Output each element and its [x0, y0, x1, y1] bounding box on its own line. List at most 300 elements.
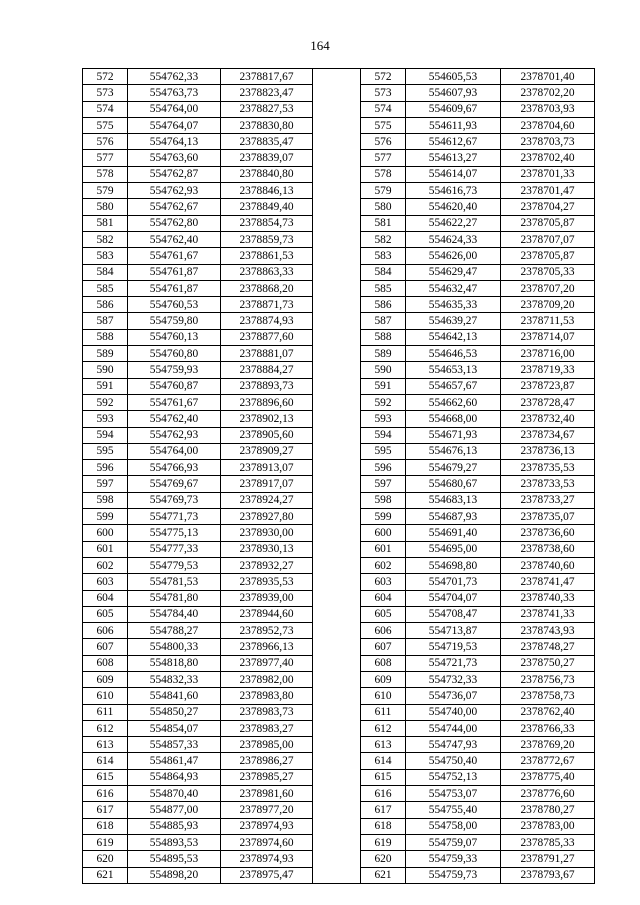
right-y-coordinate: 2378772,67	[501, 753, 595, 769]
table-row	[83, 655, 595, 671]
column-gap	[313, 427, 361, 443]
right-x-coordinate: 554632,47	[406, 280, 501, 296]
left-point-number: 592	[83, 394, 128, 410]
column-gap	[313, 411, 361, 427]
right-x-coordinate: 554708,47	[406, 606, 501, 622]
table-row	[83, 411, 595, 427]
column-gap	[313, 525, 361, 541]
left-x-coordinate: 554781,80	[128, 590, 221, 606]
right-point-number: 621	[361, 867, 406, 883]
column-gap	[313, 671, 361, 687]
left-point-number: 576	[83, 134, 128, 150]
left-y-coordinate: 2378817,67	[221, 69, 313, 85]
right-x-coordinate: 554747,93	[406, 737, 501, 753]
right-x-coordinate: 554679,27	[406, 460, 501, 476]
right-point-number: 605	[361, 606, 406, 622]
left-y-coordinate: 2378871,73	[221, 297, 313, 313]
left-point-number: 602	[83, 557, 128, 573]
table-row	[83, 688, 595, 704]
right-y-coordinate: 2378707,07	[501, 231, 595, 247]
left-point-number: 597	[83, 476, 128, 492]
left-x-coordinate: 554857,33	[128, 737, 221, 753]
table-row	[83, 834, 595, 850]
left-point-number: 607	[83, 639, 128, 655]
right-y-coordinate: 2378741,33	[501, 606, 595, 622]
right-x-coordinate: 554657,67	[406, 378, 501, 394]
left-point-number: 588	[83, 329, 128, 345]
left-y-coordinate: 2378939,00	[221, 590, 313, 606]
right-point-number: 585	[361, 280, 406, 296]
table-row	[83, 362, 595, 378]
column-gap	[313, 166, 361, 182]
right-point-number: 594	[361, 427, 406, 443]
table-row	[83, 720, 595, 736]
left-x-coordinate: 554761,67	[128, 394, 221, 410]
left-point-number: 581	[83, 215, 128, 231]
right-point-number: 614	[361, 753, 406, 769]
right-x-coordinate: 554668,00	[406, 411, 501, 427]
right-y-coordinate: 2378723,87	[501, 378, 595, 394]
left-x-coordinate: 554762,40	[128, 231, 221, 247]
right-y-coordinate: 2378740,33	[501, 590, 595, 606]
right-x-coordinate: 554624,33	[406, 231, 501, 247]
left-point-number: 618	[83, 818, 128, 834]
left-x-coordinate: 554762,67	[128, 199, 221, 215]
left-x-coordinate: 554760,13	[128, 329, 221, 345]
table-row	[83, 557, 595, 573]
right-y-coordinate: 2378705,87	[501, 248, 595, 264]
right-y-coordinate: 2378740,60	[501, 557, 595, 573]
table-row	[83, 248, 595, 264]
right-x-coordinate: 554744,00	[406, 720, 501, 736]
table-row	[83, 802, 595, 818]
table-row	[83, 525, 595, 541]
right-y-coordinate: 2378766,33	[501, 720, 595, 736]
table-row	[83, 818, 595, 834]
left-y-coordinate: 2378854,73	[221, 215, 313, 231]
column-gap	[313, 590, 361, 606]
right-x-coordinate: 554622,27	[406, 215, 501, 231]
right-point-number: 616	[361, 786, 406, 802]
column-gap	[313, 248, 361, 264]
right-x-coordinate: 554752,13	[406, 769, 501, 785]
column-gap	[313, 297, 361, 313]
left-x-coordinate: 554763,60	[128, 150, 221, 166]
right-x-coordinate: 554755,40	[406, 802, 501, 818]
column-gap	[313, 704, 361, 720]
left-point-number: 603	[83, 574, 128, 590]
column-gap	[313, 85, 361, 101]
right-x-coordinate: 554635,33	[406, 297, 501, 313]
right-point-number: 598	[361, 492, 406, 508]
right-x-coordinate: 554759,33	[406, 851, 501, 867]
left-point-number: 614	[83, 753, 128, 769]
right-point-number: 578	[361, 166, 406, 182]
right-point-number: 615	[361, 769, 406, 785]
table-row	[83, 101, 595, 117]
column-gap	[313, 639, 361, 655]
left-y-coordinate: 2378884,27	[221, 362, 313, 378]
column-gap	[313, 851, 361, 867]
right-point-number: 603	[361, 574, 406, 590]
left-point-number: 573	[83, 85, 128, 101]
left-x-coordinate: 554762,40	[128, 411, 221, 427]
table-row	[83, 443, 595, 459]
left-y-coordinate: 2378932,27	[221, 557, 313, 573]
right-y-coordinate: 2378703,93	[501, 101, 595, 117]
left-y-coordinate: 2378952,73	[221, 623, 313, 639]
left-y-coordinate: 2378944,60	[221, 606, 313, 622]
left-point-number: 593	[83, 411, 128, 427]
left-point-number: 606	[83, 623, 128, 639]
left-point-number: 616	[83, 786, 128, 802]
left-x-coordinate: 554769,67	[128, 476, 221, 492]
right-y-coordinate: 2378709,20	[501, 297, 595, 313]
right-x-coordinate: 554616,73	[406, 183, 501, 199]
left-point-number: 589	[83, 346, 128, 362]
left-point-number: 580	[83, 199, 128, 215]
column-gap	[313, 150, 361, 166]
column-gap	[313, 117, 361, 133]
right-x-coordinate: 554646,53	[406, 346, 501, 362]
right-x-coordinate: 554753,07	[406, 786, 501, 802]
table-row	[83, 346, 595, 362]
left-x-coordinate: 554766,93	[128, 460, 221, 476]
table-row	[83, 69, 595, 85]
right-point-number: 619	[361, 834, 406, 850]
table-row	[83, 297, 595, 313]
column-gap	[313, 183, 361, 199]
table-row	[83, 264, 595, 280]
right-x-coordinate: 554676,13	[406, 443, 501, 459]
column-gap	[313, 769, 361, 785]
right-point-number: 602	[361, 557, 406, 573]
table-row	[83, 117, 595, 133]
right-y-coordinate: 2378705,33	[501, 264, 595, 280]
left-x-coordinate: 554800,33	[128, 639, 221, 655]
right-point-number: 600	[361, 525, 406, 541]
left-x-coordinate: 554764,00	[128, 101, 221, 117]
left-x-coordinate: 554777,33	[128, 541, 221, 557]
right-point-number: 579	[361, 183, 406, 199]
right-y-coordinate: 2378733,27	[501, 492, 595, 508]
right-y-coordinate: 2378762,40	[501, 704, 595, 720]
left-point-number: 599	[83, 509, 128, 525]
column-gap	[313, 753, 361, 769]
table-row	[83, 541, 595, 557]
left-point-number: 594	[83, 427, 128, 443]
right-point-number: 583	[361, 248, 406, 264]
right-point-number: 609	[361, 671, 406, 687]
left-y-coordinate: 2378974,60	[221, 834, 313, 850]
left-y-coordinate: 2378849,40	[221, 199, 313, 215]
left-y-coordinate: 2378840,80	[221, 166, 313, 182]
right-y-coordinate: 2378705,87	[501, 215, 595, 231]
right-y-coordinate: 2378743,93	[501, 623, 595, 639]
left-y-coordinate: 2378913,07	[221, 460, 313, 476]
left-y-coordinate: 2378868,20	[221, 280, 313, 296]
left-x-coordinate: 554760,87	[128, 378, 221, 394]
left-point-number: 601	[83, 541, 128, 557]
left-point-number: 620	[83, 851, 128, 867]
right-point-number: 576	[361, 134, 406, 150]
left-point-number: 578	[83, 166, 128, 182]
right-point-number: 572	[361, 69, 406, 85]
right-y-coordinate: 2378783,00	[501, 818, 595, 834]
left-y-coordinate: 2378977,40	[221, 655, 313, 671]
left-y-coordinate: 2378977,20	[221, 802, 313, 818]
left-point-number: 579	[83, 183, 128, 199]
right-point-number: 607	[361, 639, 406, 655]
right-y-coordinate: 2378701,47	[501, 183, 595, 199]
right-x-coordinate: 554695,00	[406, 541, 501, 557]
right-point-number: 596	[361, 460, 406, 476]
left-point-number: 577	[83, 150, 128, 166]
left-x-coordinate: 554759,93	[128, 362, 221, 378]
column-gap	[313, 101, 361, 117]
right-point-number: 620	[361, 851, 406, 867]
column-gap	[313, 737, 361, 753]
left-y-coordinate: 2378966,13	[221, 639, 313, 655]
left-x-coordinate: 554760,80	[128, 346, 221, 362]
table-row	[83, 476, 595, 492]
right-point-number: 611	[361, 704, 406, 720]
column-gap	[313, 476, 361, 492]
column-gap	[313, 460, 361, 476]
table-row	[83, 492, 595, 508]
right-y-coordinate: 2378756,73	[501, 671, 595, 687]
column-gap	[313, 492, 361, 508]
right-x-coordinate: 554612,67	[406, 134, 501, 150]
right-y-coordinate: 2378711,53	[501, 313, 595, 329]
left-point-number: 613	[83, 737, 128, 753]
right-y-coordinate: 2378732,40	[501, 411, 595, 427]
right-y-coordinate: 2378719,33	[501, 362, 595, 378]
right-y-coordinate: 2378733,53	[501, 476, 595, 492]
column-gap	[313, 509, 361, 525]
column-gap	[313, 606, 361, 622]
right-x-coordinate: 554680,67	[406, 476, 501, 492]
left-point-number: 587	[83, 313, 128, 329]
right-point-number: 592	[361, 394, 406, 410]
left-x-coordinate: 554854,07	[128, 720, 221, 736]
left-y-coordinate: 2378974,93	[221, 851, 313, 867]
right-y-coordinate: 2378701,40	[501, 69, 595, 85]
left-point-number: 615	[83, 769, 128, 785]
left-point-number: 600	[83, 525, 128, 541]
left-y-coordinate: 2378863,33	[221, 264, 313, 280]
column-gap	[313, 834, 361, 850]
left-point-number: 604	[83, 590, 128, 606]
column-gap	[313, 329, 361, 345]
left-x-coordinate: 554764,00	[128, 443, 221, 459]
left-y-coordinate: 2378881,07	[221, 346, 313, 362]
column-gap	[313, 264, 361, 280]
left-y-coordinate: 2378835,47	[221, 134, 313, 150]
table-row	[83, 427, 595, 443]
table-row	[83, 704, 595, 720]
left-y-coordinate: 2378985,00	[221, 737, 313, 753]
right-point-number: 581	[361, 215, 406, 231]
column-gap	[313, 443, 361, 459]
table-row	[83, 215, 595, 231]
left-y-coordinate: 2378924,27	[221, 492, 313, 508]
right-x-coordinate: 554662,60	[406, 394, 501, 410]
left-x-coordinate: 554762,33	[128, 69, 221, 85]
right-x-coordinate: 554758,00	[406, 818, 501, 834]
left-y-coordinate: 2378935,53	[221, 574, 313, 590]
right-point-number: 608	[361, 655, 406, 671]
left-point-number: 617	[83, 802, 128, 818]
left-y-coordinate: 2378983,27	[221, 720, 313, 736]
left-x-coordinate: 554885,93	[128, 818, 221, 834]
table-row	[83, 639, 595, 655]
right-x-coordinate: 554704,07	[406, 590, 501, 606]
column-gap	[313, 199, 361, 215]
right-y-coordinate: 2378780,27	[501, 802, 595, 818]
table-row	[83, 134, 595, 150]
right-y-coordinate: 2378735,53	[501, 460, 595, 476]
left-x-coordinate: 554895,53	[128, 851, 221, 867]
right-x-coordinate: 554609,67	[406, 101, 501, 117]
column-gap	[313, 688, 361, 704]
right-x-coordinate: 554629,47	[406, 264, 501, 280]
left-x-coordinate: 554762,87	[128, 166, 221, 182]
left-x-coordinate: 554784,40	[128, 606, 221, 622]
right-point-number: 617	[361, 802, 406, 818]
table-row	[83, 851, 595, 867]
left-y-coordinate: 2378986,27	[221, 753, 313, 769]
coordinates-table	[82, 68, 595, 884]
left-y-coordinate: 2378839,07	[221, 150, 313, 166]
right-x-coordinate: 554736,07	[406, 688, 501, 704]
right-point-number: 613	[361, 737, 406, 753]
right-point-number: 597	[361, 476, 406, 492]
column-gap	[313, 134, 361, 150]
right-x-coordinate: 554614,07	[406, 166, 501, 182]
table-row	[83, 786, 595, 802]
left-y-coordinate: 2378861,53	[221, 248, 313, 264]
left-x-coordinate: 554781,53	[128, 574, 221, 590]
left-y-coordinate: 2378985,27	[221, 769, 313, 785]
right-y-coordinate: 2378735,07	[501, 509, 595, 525]
left-y-coordinate: 2378859,73	[221, 231, 313, 247]
right-x-coordinate: 554671,93	[406, 427, 501, 443]
column-gap	[313, 541, 361, 557]
column-gap	[313, 623, 361, 639]
left-x-coordinate: 554898,20	[128, 867, 221, 883]
left-point-number: 590	[83, 362, 128, 378]
left-x-coordinate: 554861,47	[128, 753, 221, 769]
left-point-number: 610	[83, 688, 128, 704]
left-point-number: 591	[83, 378, 128, 394]
right-x-coordinate: 554732,33	[406, 671, 501, 687]
column-gap	[313, 720, 361, 736]
left-x-coordinate: 554762,80	[128, 215, 221, 231]
left-y-coordinate: 2378909,27	[221, 443, 313, 459]
left-x-coordinate: 554762,93	[128, 183, 221, 199]
right-point-number: 573	[361, 85, 406, 101]
left-x-coordinate: 554832,33	[128, 671, 221, 687]
column-gap	[313, 557, 361, 573]
left-point-number: 585	[83, 280, 128, 296]
right-y-coordinate: 2378702,20	[501, 85, 595, 101]
left-y-coordinate: 2378930,00	[221, 525, 313, 541]
left-point-number: 605	[83, 606, 128, 622]
right-x-coordinate: 554607,93	[406, 85, 501, 101]
right-y-coordinate: 2378714,07	[501, 329, 595, 345]
left-y-coordinate: 2378893,73	[221, 378, 313, 394]
right-x-coordinate: 554701,73	[406, 574, 501, 590]
table-row	[83, 329, 595, 345]
column-gap	[313, 802, 361, 818]
right-point-number: 577	[361, 150, 406, 166]
left-y-coordinate: 2378874,93	[221, 313, 313, 329]
left-y-coordinate: 2378974,93	[221, 818, 313, 834]
right-point-number: 580	[361, 199, 406, 215]
left-y-coordinate: 2378982,00	[221, 671, 313, 687]
left-x-coordinate: 554771,73	[128, 509, 221, 525]
right-y-coordinate: 2378736,13	[501, 443, 595, 459]
right-point-number: 588	[361, 329, 406, 345]
table-row	[83, 753, 595, 769]
left-point-number: 596	[83, 460, 128, 476]
left-point-number: 583	[83, 248, 128, 264]
right-point-number: 590	[361, 362, 406, 378]
left-y-coordinate: 2378981,60	[221, 786, 313, 802]
left-x-coordinate: 554763,73	[128, 85, 221, 101]
right-y-coordinate: 2378734,67	[501, 427, 595, 443]
left-x-coordinate: 554870,40	[128, 786, 221, 802]
right-x-coordinate: 554713,87	[406, 623, 501, 639]
right-x-coordinate: 554620,40	[406, 199, 501, 215]
right-point-number: 593	[361, 411, 406, 427]
column-gap	[313, 655, 361, 671]
right-point-number: 575	[361, 117, 406, 133]
right-point-number: 610	[361, 688, 406, 704]
left-y-coordinate: 2378983,73	[221, 704, 313, 720]
right-y-coordinate: 2378707,20	[501, 280, 595, 296]
table-row	[83, 606, 595, 622]
right-point-number: 586	[361, 297, 406, 313]
right-point-number: 604	[361, 590, 406, 606]
table-row	[83, 509, 595, 525]
right-y-coordinate: 2378736,60	[501, 525, 595, 541]
right-y-coordinate: 2378704,27	[501, 199, 595, 215]
page-number: 164	[310, 38, 330, 53]
table-row	[83, 394, 595, 410]
right-y-coordinate: 2378793,67	[501, 867, 595, 883]
table-row	[83, 85, 595, 101]
table-row	[83, 737, 595, 753]
column-gap	[313, 346, 361, 362]
left-point-number: 595	[83, 443, 128, 459]
left-y-coordinate: 2378927,80	[221, 509, 313, 525]
left-y-coordinate: 2378975,47	[221, 867, 313, 883]
left-point-number: 611	[83, 704, 128, 720]
left-y-coordinate: 2378823,47	[221, 85, 313, 101]
right-x-coordinate: 554613,27	[406, 150, 501, 166]
right-x-coordinate: 554639,27	[406, 313, 501, 329]
left-point-number: 621	[83, 867, 128, 883]
right-point-number: 584	[361, 264, 406, 280]
left-x-coordinate: 554818,80	[128, 655, 221, 671]
column-gap	[313, 818, 361, 834]
left-x-coordinate: 554893,53	[128, 834, 221, 850]
left-x-coordinate: 554764,07	[128, 117, 221, 133]
column-gap	[313, 786, 361, 802]
right-y-coordinate: 2378748,27	[501, 639, 595, 655]
